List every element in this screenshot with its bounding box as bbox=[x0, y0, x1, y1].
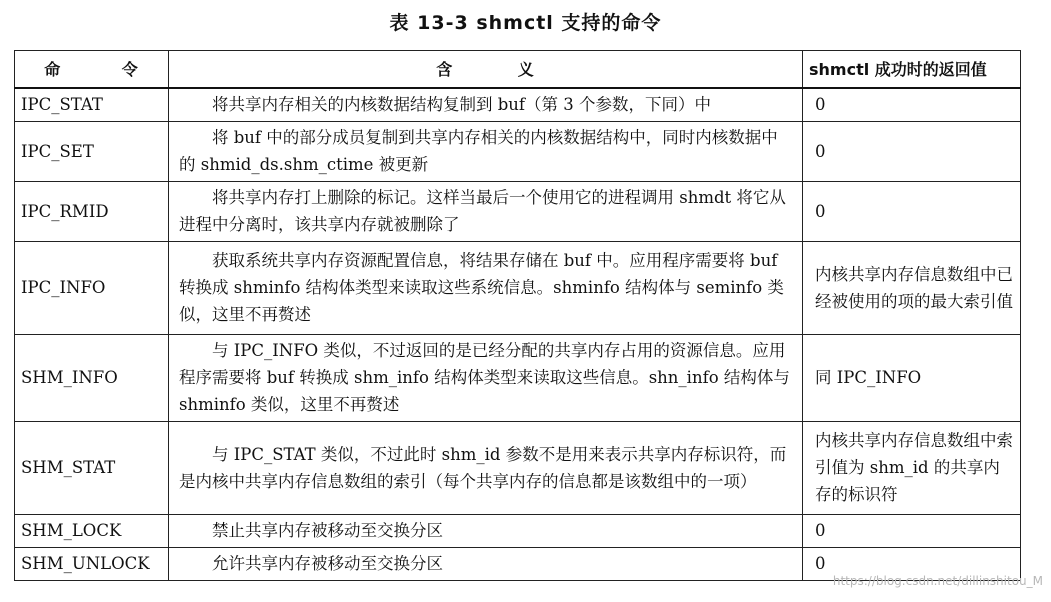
table-row bbox=[15, 121, 1021, 181]
command-name: IPC_STAT bbox=[15, 88, 169, 121]
watermark: https://blog.csdn.net/dillinshitou_M bbox=[832, 574, 1043, 588]
shmctl-commands-table bbox=[14, 50, 1021, 581]
command-return: 0 bbox=[803, 88, 1021, 121]
command-meaning: 将共享内存相关的内核数据结构复制到 buf（第 3 个参数，下同）中 bbox=[169, 88, 803, 121]
command-return: 0 bbox=[803, 514, 1021, 547]
command-return: 内核共享内存信息数组中索引值为 shm_id 的共享内存的标识符 bbox=[803, 421, 1021, 514]
command-name: SHM_UNLOCK bbox=[15, 547, 169, 580]
command-return: 0 bbox=[803, 121, 1021, 181]
command-return: 内核共享内存信息数组中已经被使用的项的最大索引值 bbox=[803, 241, 1021, 334]
table-row bbox=[15, 241, 1021, 334]
command-return: 同 IPC_INFO bbox=[803, 334, 1021, 421]
command-meaning: 获取系统共享内存资源配置信息，将结果存储在 buf 中。应用程序需要将 buf 转换成 shminfo 结构体类型来读取这些系统信息。shminfo 结构体与 seminfo 类似，这里不再赘述 bbox=[169, 241, 803, 334]
command-meaning: 与 IPC_STAT 类似，不过此时 shm_id 参数不是用来表示共享内存标识符，而是内核中共享内存信息数组的索引（每个共享内存的信息都是该数组中的一项） bbox=[169, 421, 803, 514]
command-name: IPC_SET bbox=[15, 121, 169, 181]
command-meaning: 禁止共享内存被移动至交换分区 bbox=[169, 514, 803, 547]
table-row bbox=[15, 334, 1021, 421]
command-name: IPC_INFO bbox=[15, 241, 169, 334]
table-header-row bbox=[15, 51, 1021, 89]
command-return: 0 bbox=[803, 181, 1021, 241]
command-meaning: 将共享内存打上删除的标记。这样当最后一个使用它的进程调用 shmdt 将它从进程中分离时，该共享内存就被删除了 bbox=[169, 181, 803, 241]
table-row bbox=[15, 514, 1021, 547]
table-row bbox=[15, 88, 1021, 121]
table-row bbox=[15, 421, 1021, 514]
table-row bbox=[15, 181, 1021, 241]
command-meaning: 与 IPC_INFO 类似，不过返回的是已经分配的共享内存占用的资源信息。应用程序需要将 buf 转换成 shm_info 结构体类型来读取这些信息。shn_info 结构体与 shminfo 类似，这里不再赘述 bbox=[169, 334, 803, 421]
command-meaning: 将 buf 中的部分成员复制到共享内存相关的内核数据结构中，同时内核数据中的 shmid_ds.shm_ctime 被更新 bbox=[169, 121, 803, 181]
command-name: SHM_INFO bbox=[15, 334, 169, 421]
command-return: 0 bbox=[803, 547, 1021, 580]
header-return-value: shmctl 成功时的返回值 bbox=[803, 51, 1021, 89]
header-meaning: 含 义 bbox=[169, 51, 803, 89]
command-name: SHM_STAT bbox=[15, 421, 169, 514]
command-name: IPC_RMID bbox=[15, 181, 169, 241]
command-meaning: 允许共享内存被移动至交换分区 bbox=[169, 547, 803, 580]
table-title: 表 13-3 shmctl 支持的命令 bbox=[389, 12, 662, 34]
header-command: 命 令 bbox=[15, 51, 169, 89]
command-name: SHM_LOCK bbox=[15, 514, 169, 547]
